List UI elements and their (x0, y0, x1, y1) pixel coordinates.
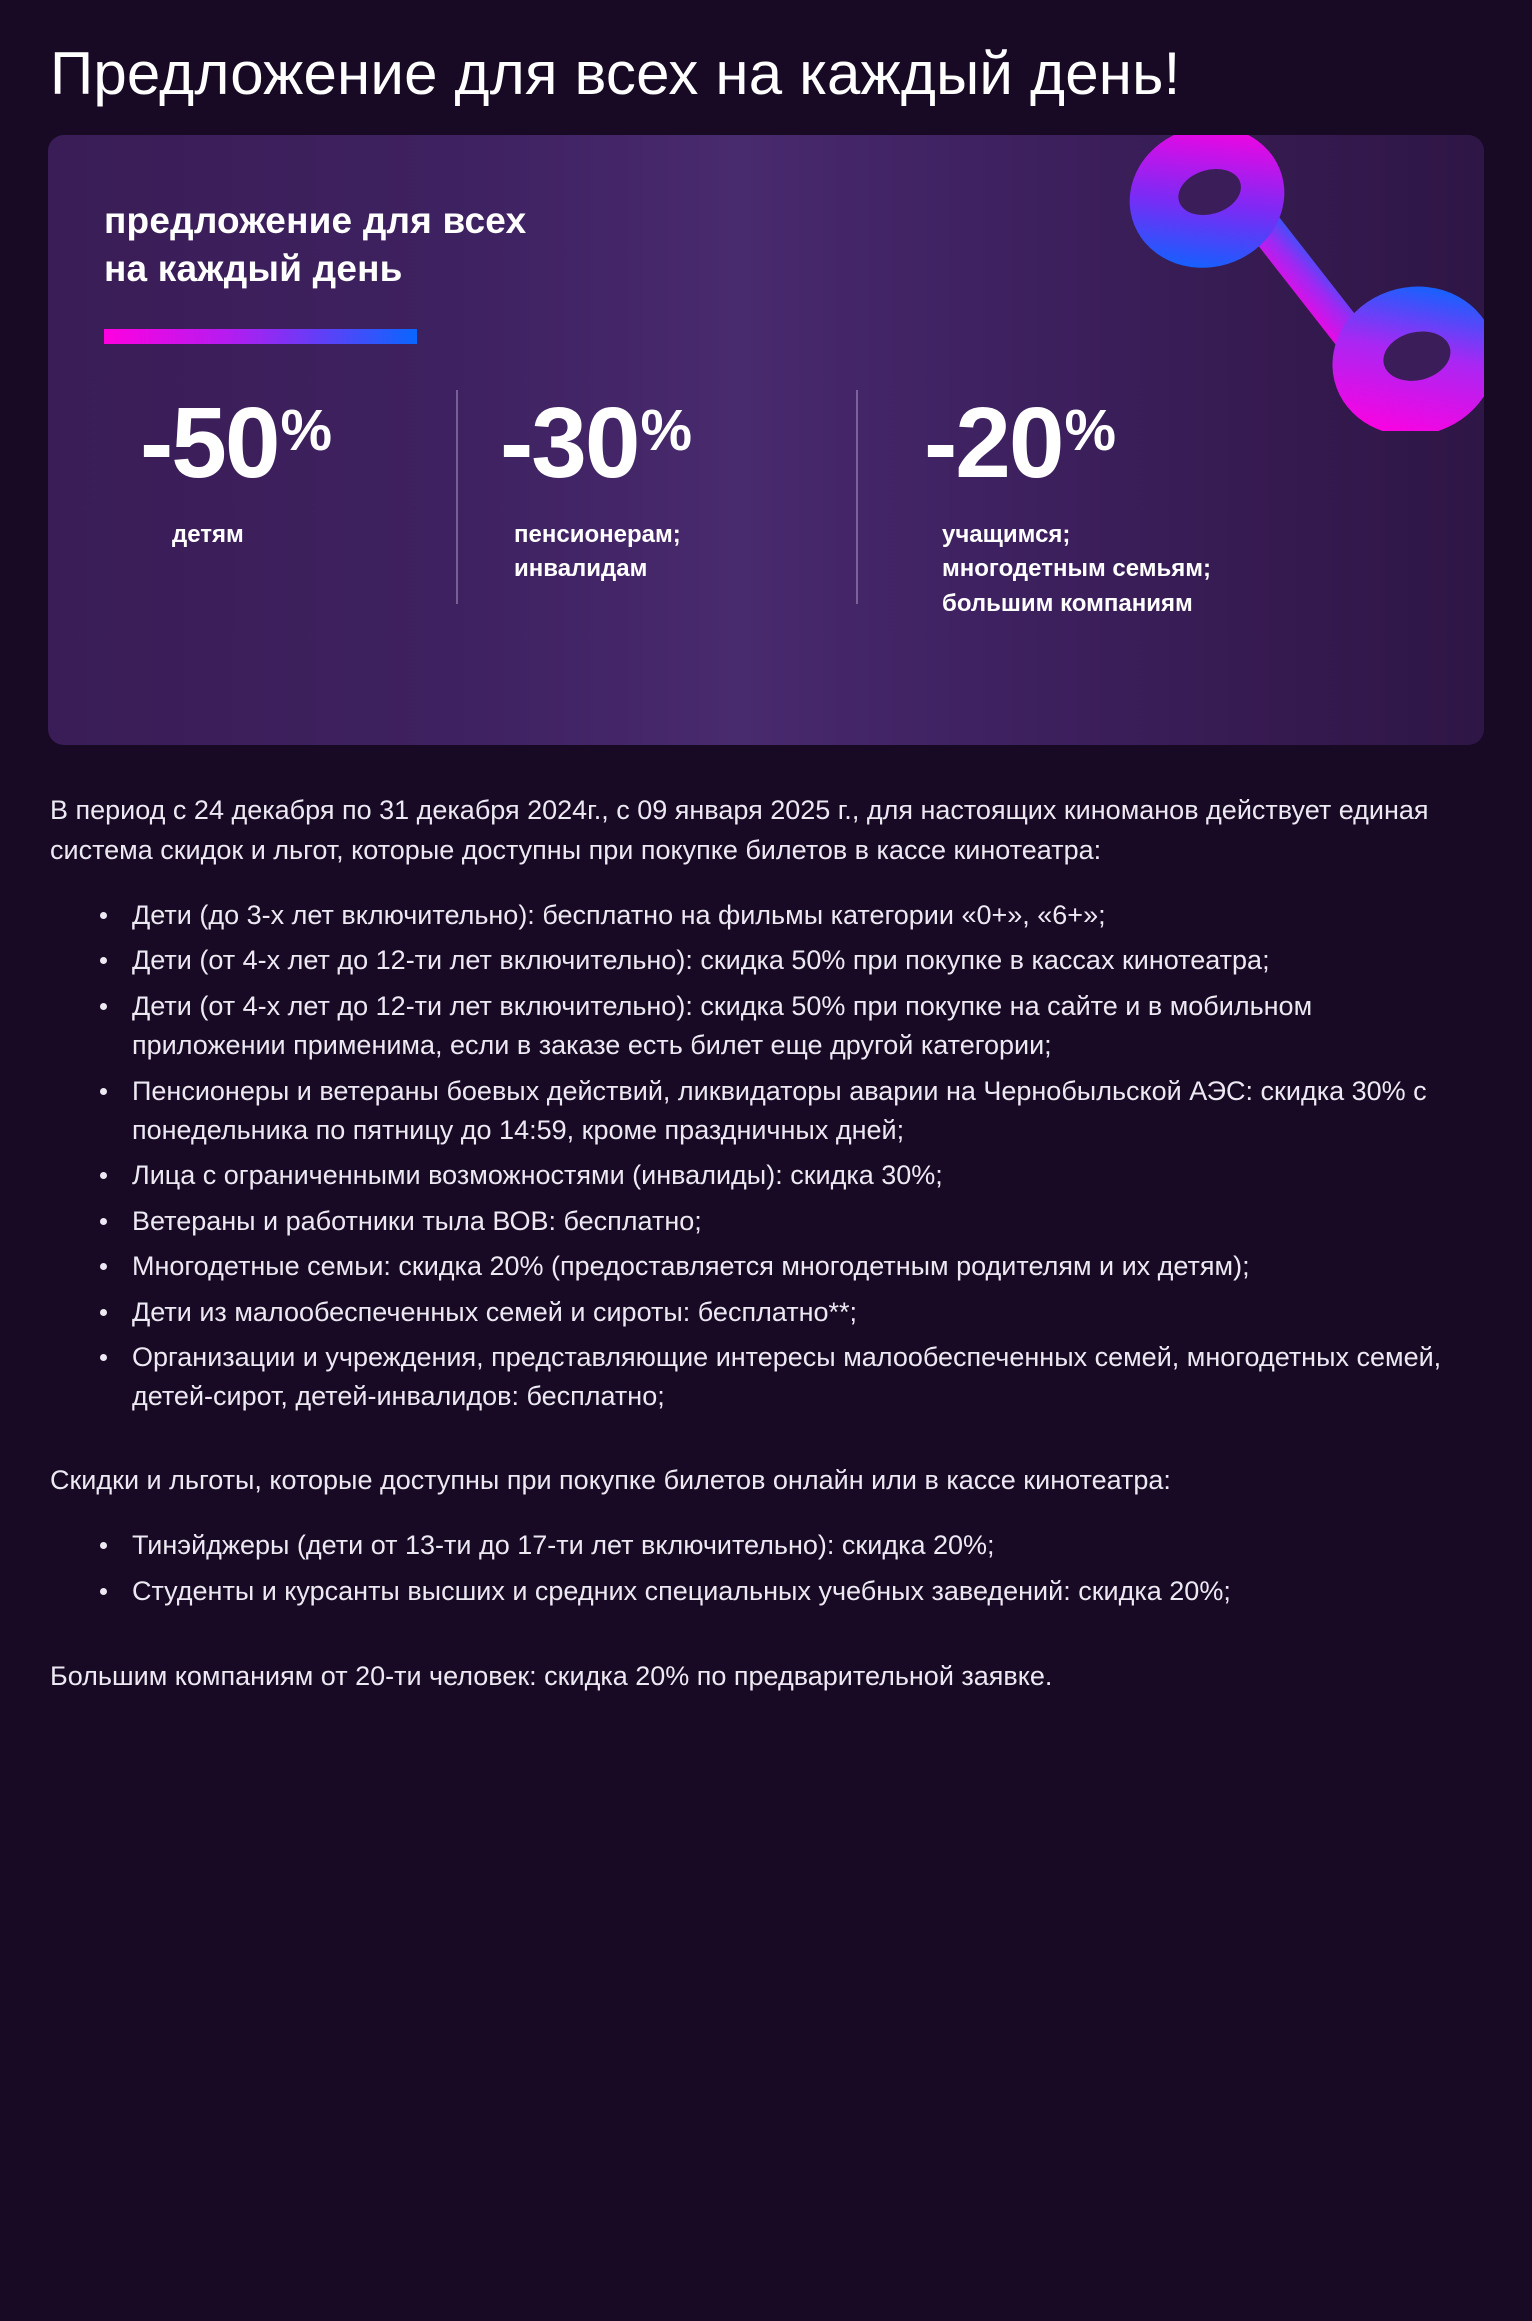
banner-heading (104, 197, 744, 293)
discount-number-50: -50 (140, 387, 279, 500)
list-item: Организации и учреждения, представляющие интересы малообеспеченных семей, многодетных семей, детей-сирот, детей-инвалидов: бесплатно; (122, 1338, 1470, 1417)
list-item: Дети (от 4-х лет до 12-ти лет включительно): скидка 50% при покупке на сайте и в мобильном приложении применима, если в заказе есть билет еще другой категории; (122, 987, 1470, 1066)
discount-number-20: -20 (924, 387, 1063, 500)
banner-text-block (48, 135, 1484, 344)
list-item: Лица с ограниченными возможностями (инвалиды): скидка 30%; (122, 1156, 1470, 1195)
discount-caption-20-line-3: большим компаниям (942, 589, 1193, 617)
discount-caption-30 (492, 518, 818, 586)
percent-symbol-20: % (1064, 398, 1115, 464)
discount-tier-20 (856, 387, 1376, 620)
online-discount-list (50, 1526, 1470, 1611)
discount-tier-50 (104, 387, 456, 552)
promo-banner (48, 135, 1484, 745)
page-title: Предложение для всех на каждый день! (50, 40, 1181, 107)
discount-caption-50 (104, 518, 418, 552)
article-body (48, 791, 1480, 1696)
list-item: Дети из малообеспеченных семей и сироты: бесплатно**; (122, 1293, 1470, 1332)
discount-caption-30-line-1: пенсионерам; (514, 521, 681, 549)
discount-number-30: -30 (500, 387, 639, 500)
discount-value-30 (492, 387, 818, 500)
closing-paragraph: Большим компаниям от 20-ти человек: скидка 20% по предварительной заявке. (50, 1661, 1053, 1692)
list-item: Студенты и курсанты высших и средних специальных учебных заведений: скидка 20%; (122, 1572, 1470, 1611)
discount-caption-20-line-1: учащимся; (942, 521, 1071, 549)
percent-symbol-50: % (280, 398, 331, 464)
list-item: Дети (до 3-х лет включительно): бесплатно на фильмы категории «0+», «6+»; (122, 896, 1470, 935)
discount-value-20 (912, 387, 1338, 500)
banner-heading-line-1: предложение для всех (104, 200, 527, 242)
list-item: Дети (от 4-х лет до 12-ти лет включительно): скидка 50% при покупке в кассах кинотеатра; (122, 941, 1470, 980)
discount-value-50 (104, 387, 418, 500)
box-office-discount-list (50, 896, 1470, 1417)
accent-gradient-bar (104, 329, 417, 344)
discount-tier-30 (456, 387, 856, 586)
percent-symbol-30: % (640, 398, 691, 464)
banner-heading-line-2: на каждый день (104, 248, 403, 290)
list-item: Пенсионеры и ветераны боевых действий, ликвидаторы аварии на Чернобыльской АЭС: скидка 30% с понедельника по пятницу до 14:59, кроме праздничных дней; (122, 1072, 1470, 1151)
online-discount-paragraph: Скидки и льготы, которые доступны при покупке билетов онлайн или в кассе кинотеатра: (50, 1464, 1171, 1495)
discount-caption-20-line-2: многодетным семьям; (942, 555, 1212, 583)
list-item: Ветераны и работники тыла ВОВ: бесплатно; (122, 1202, 1470, 1241)
list-item: Тинэйджеры (дети от 13-ти до 17-ти лет включительно): скидка 20%; (122, 1526, 1470, 1565)
discount-caption-50-line-1: детям (172, 521, 244, 549)
discount-tiers (48, 387, 1484, 620)
intro-paragraph: В период с 24 декабря по 31 декабря 2024г., с 09 января 2025 г., для настоящих киноманов действует единая система скидок и льгот, которые доступны при покупке билетов в кассе кинотеатра: (50, 795, 1429, 865)
list-item: Многодетные семьи: скидка 20% (предоставляется многодетным родителям и их детям); (122, 1247, 1470, 1286)
discount-caption-30-line-2: инвалидам (514, 555, 648, 583)
discount-caption-20 (912, 518, 1338, 620)
